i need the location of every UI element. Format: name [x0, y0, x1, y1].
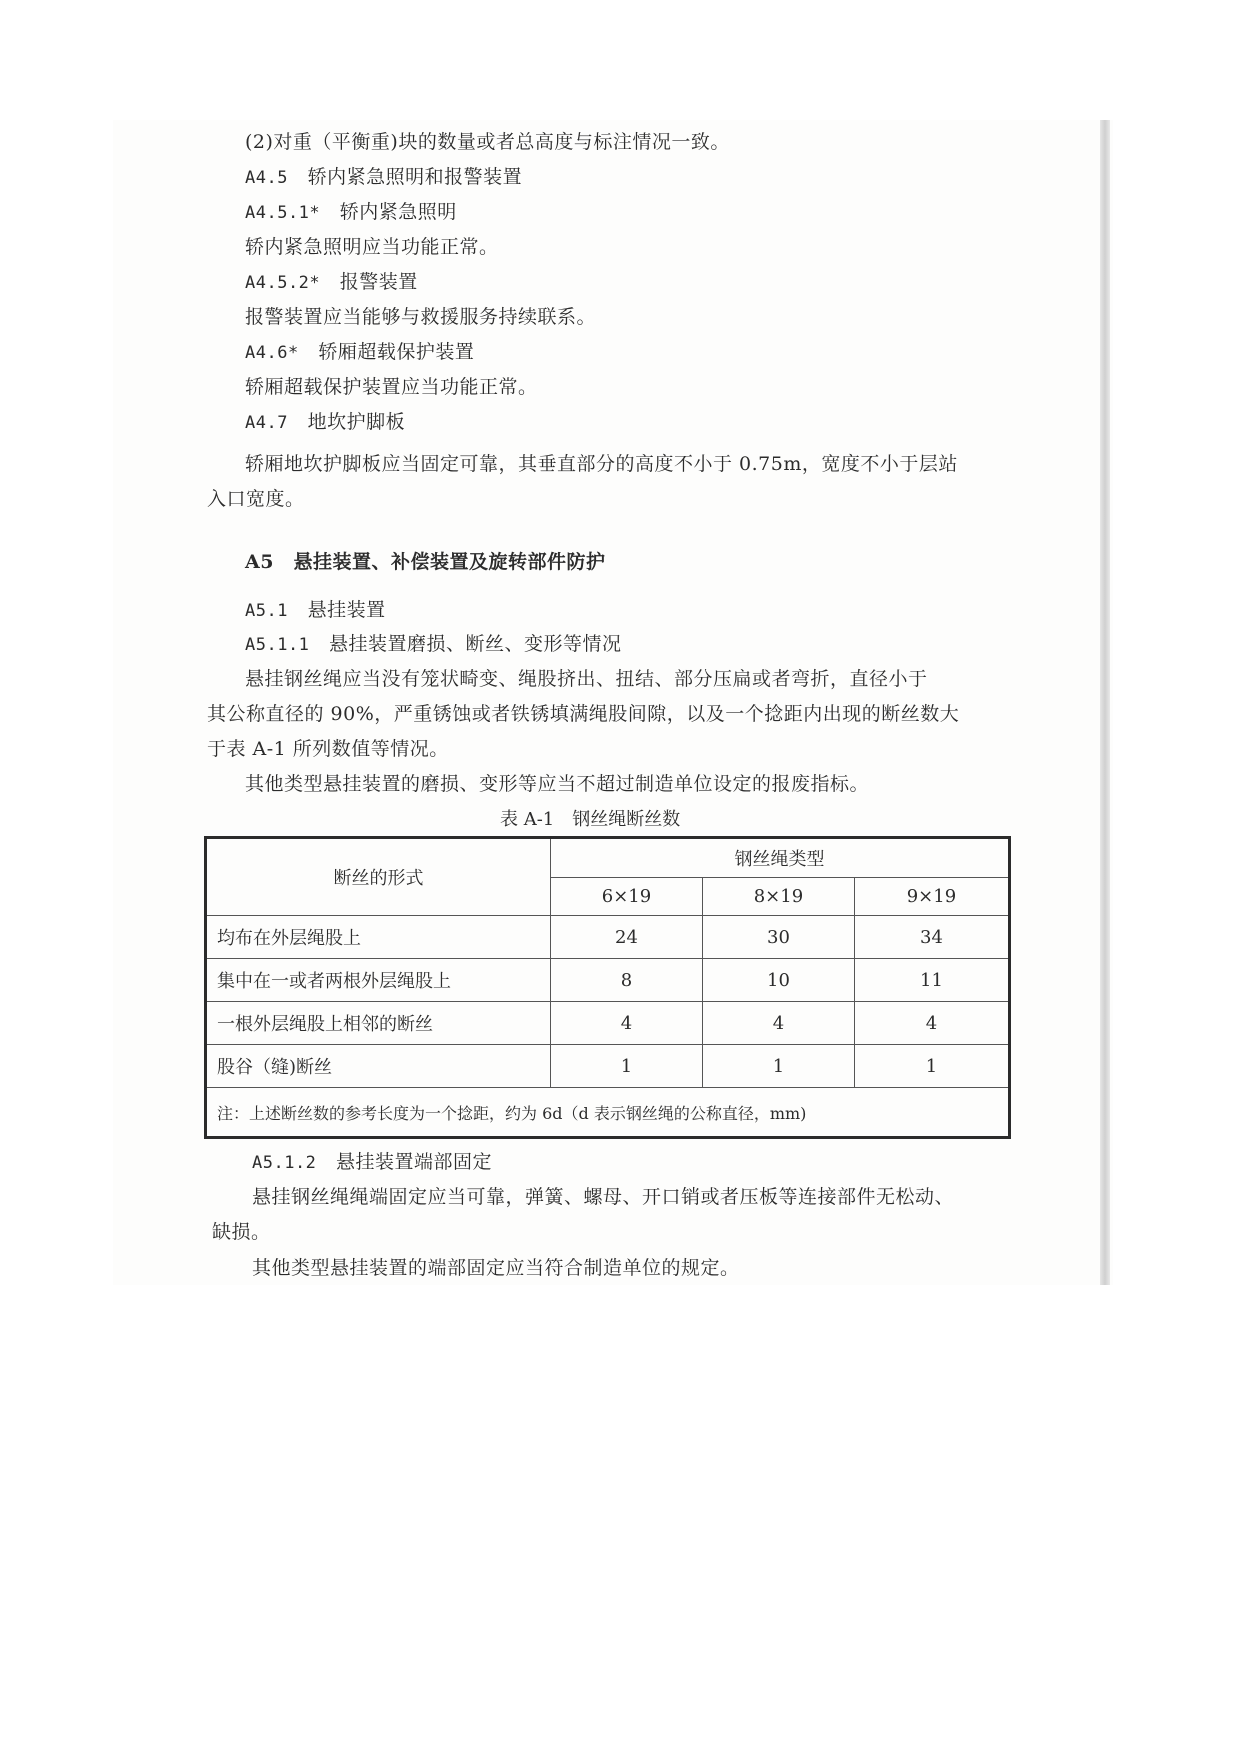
row-label: 均布在外层绳股上: [206, 916, 551, 959]
section-number: A4.5.2*: [245, 273, 321, 293]
cell-value: 8: [551, 959, 703, 1002]
paragraph-overload: 轿厢超载保护装置应当功能正常。: [245, 376, 538, 398]
cell-value: 1: [702, 1045, 854, 1088]
header-rope-type: 钢丝绳类型: [551, 838, 1010, 878]
paragraph-rope-end-line1: 悬挂钢丝绳绳端固定应当可靠，弹簧、螺母、开口销或者压板等连接部件无松动、: [252, 1186, 955, 1208]
paragraph-other-suspension: 其他类型悬挂装置的磨损、变形等应当不超过制造单位设定的报废指标。: [245, 773, 870, 795]
section-a4-6: [245, 340, 474, 365]
section-number: A5.1: [245, 601, 288, 621]
cell-value: 4: [702, 1002, 854, 1045]
section-a4-5-2: [245, 270, 418, 295]
cell-value: 4: [551, 1002, 703, 1045]
page-edge-shadow: [1100, 120, 1110, 1285]
cell-value: 1: [551, 1045, 703, 1088]
paragraph-toe-guard-line2: 入口宽度。: [207, 488, 305, 510]
paragraph-wire-rope-line3: 于表 A-1 所列数值等情况。: [207, 738, 449, 760]
table-row: [206, 1002, 1010, 1045]
section-title: 悬挂装置: [307, 599, 386, 621]
table-header-row: [206, 838, 1010, 878]
cell-value: 4: [854, 1002, 1009, 1045]
cell-value: 10: [702, 959, 854, 1002]
paragraph-rope-end-line2: 缺损。: [212, 1221, 271, 1243]
section-a4-5: [245, 165, 522, 190]
section-a4-7: [245, 410, 405, 435]
row-label: 股谷（缝)断丝: [206, 1045, 551, 1088]
table-caption: 表 A-1 钢丝绳断丝数: [500, 809, 681, 830]
header-6x19: 6×19: [551, 878, 703, 916]
section-number: A4.5.1*: [245, 203, 321, 223]
section-title: 悬挂装置磨损、断丝、变形等情况: [329, 633, 622, 655]
section-title: 轿内紧急照明: [339, 201, 457, 223]
section-a5-1-1: [245, 632, 622, 657]
section-number: A4.7: [245, 413, 288, 433]
table-note: 注：上述断丝数的参考长度为一个捻距，约为 6d（d 表示钢丝绳的公称直径，mm): [206, 1088, 1010, 1138]
cell-value: 34: [854, 916, 1009, 959]
cell-value: 11: [854, 959, 1009, 1002]
item-counterweight: (2)对重（平衡重)块的数量或者总高度与标注情况一致。: [245, 131, 730, 153]
table-row: [206, 916, 1010, 959]
section-number: A4.5: [245, 168, 288, 188]
section-title: 轿厢超载保护装置: [318, 341, 475, 363]
section-number: A4.6*: [245, 343, 299, 363]
section-number: A5.1.2: [252, 1153, 317, 1173]
section-title: 地坎护脚板: [307, 411, 406, 433]
cell-value: 30: [702, 916, 854, 959]
paragraph-other-end-fixing: 其他类型悬挂装置的端部固定应当符合制造单位的规定。: [252, 1257, 740, 1279]
section-title: 悬挂装置端部固定: [336, 1151, 493, 1173]
section-a4-5-1: [245, 200, 457, 225]
heading-a5: A5 悬挂装置、补偿装置及旋转部件防护: [245, 551, 606, 573]
paragraph-wire-rope-line1: 悬挂钢丝绳应当没有笼状畸变、绳股挤出、扭结、部分压扁或者弯折，直径小于: [245, 668, 928, 690]
cell-value: 1: [854, 1045, 1009, 1088]
section-title: 报警装置: [339, 271, 418, 293]
section-a5-1: [245, 598, 386, 623]
row-label: 集中在一或者两根外层绳股上: [206, 959, 551, 1002]
section-a5-1-2: [252, 1150, 492, 1175]
header-9x19: 9×19: [854, 878, 1009, 916]
paragraph-wire-rope-line2: 其公称直径的 90%，严重锈蚀或者铁锈填满绳股间隙，以及一个捻距内出现的断丝数大: [207, 703, 960, 725]
cell-value: 24: [551, 916, 703, 959]
table-row: [206, 1045, 1010, 1088]
section-number: A5.1.1: [245, 635, 310, 655]
table-note-row: [206, 1088, 1010, 1138]
table-row: [206, 959, 1010, 1002]
header-8x19: 8×19: [702, 878, 854, 916]
paragraph-alarm: 报警装置应当能够与救援服务持续联系。: [245, 306, 597, 328]
paragraph-toe-guard-line1: 轿厢地坎护脚板应当固定可靠，其垂直部分的高度不小于 0.75m，宽度不小于层站: [245, 453, 958, 475]
header-break-form: 断丝的形式: [206, 838, 551, 916]
broken-wire-table: [204, 836, 1011, 1139]
paragraph-emergency-lighting: 轿内紧急照明应当功能正常。: [245, 236, 499, 258]
section-title: 轿内紧急照明和报警装置: [307, 166, 523, 188]
row-label: 一根外层绳股上相邻的断丝: [206, 1002, 551, 1045]
